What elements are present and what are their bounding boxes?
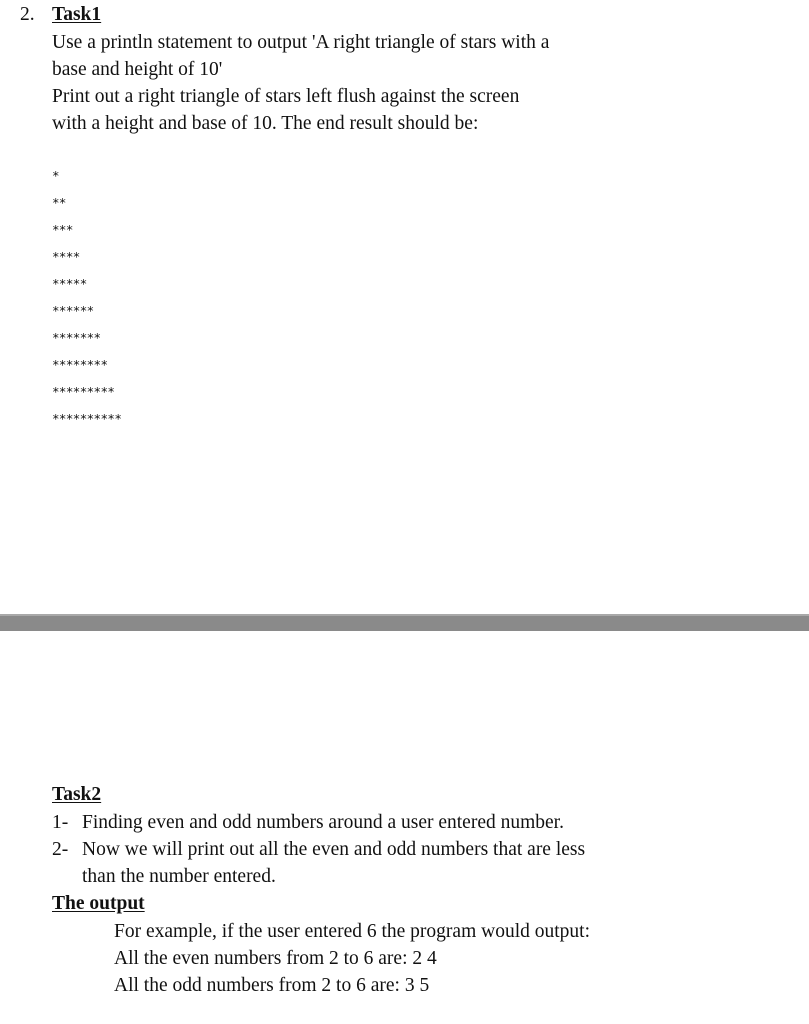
task1-line-1: Use a println statement to output 'A right triangle of stars with a [52, 32, 550, 53]
output-line-2: All the even numbers from 2 to 6 are: 2 4 [114, 948, 437, 969]
page-separator [0, 614, 809, 631]
page-bottom-section [0, 631, 809, 1024]
task1-title: Task1 [52, 4, 102, 25]
output-heading: The output [52, 893, 145, 914]
task2-item-1-text: Finding even and odd numbers around a user entered number. [82, 812, 564, 833]
triangle-row-7: ******* [52, 330, 101, 345]
task2-item-2-continuation: than the number entered. [82, 866, 276, 887]
triangle-row-9: ********* [52, 384, 115, 399]
triangle-row-8: ******** [52, 357, 108, 372]
triangle-row-3: *** [52, 222, 73, 237]
triangle-row-10: ********** [52, 411, 122, 426]
task2-item-2-marker: 2- [52, 839, 69, 860]
output-line-1: For example, if the user entered 6 the program would output: [114, 921, 590, 942]
task1-number: 2. [20, 4, 35, 25]
output-line-3: All the odd numbers from 2 to 6 are: 3 5 [114, 975, 430, 996]
task2-item-2-text: Now we will print out all the even and odd numbers that are less [82, 839, 586, 860]
task2-title: Task2 [52, 784, 102, 805]
task2-item-1-marker: 1- [52, 812, 69, 833]
triangle-row-4: **** [52, 249, 80, 264]
task1-line-2: base and height of 10' [52, 59, 223, 80]
task1-line-3: Print out a right triangle of stars left flush against the screen [52, 86, 520, 107]
triangle-row-1: * [52, 168, 59, 183]
triangle-row-2: ** [52, 195, 66, 210]
triangle-row-5: ***** [52, 276, 87, 291]
triangle-row-6: ****** [52, 303, 94, 318]
task1-line-4: with a height and base of 10. The end result should be: [52, 113, 479, 134]
